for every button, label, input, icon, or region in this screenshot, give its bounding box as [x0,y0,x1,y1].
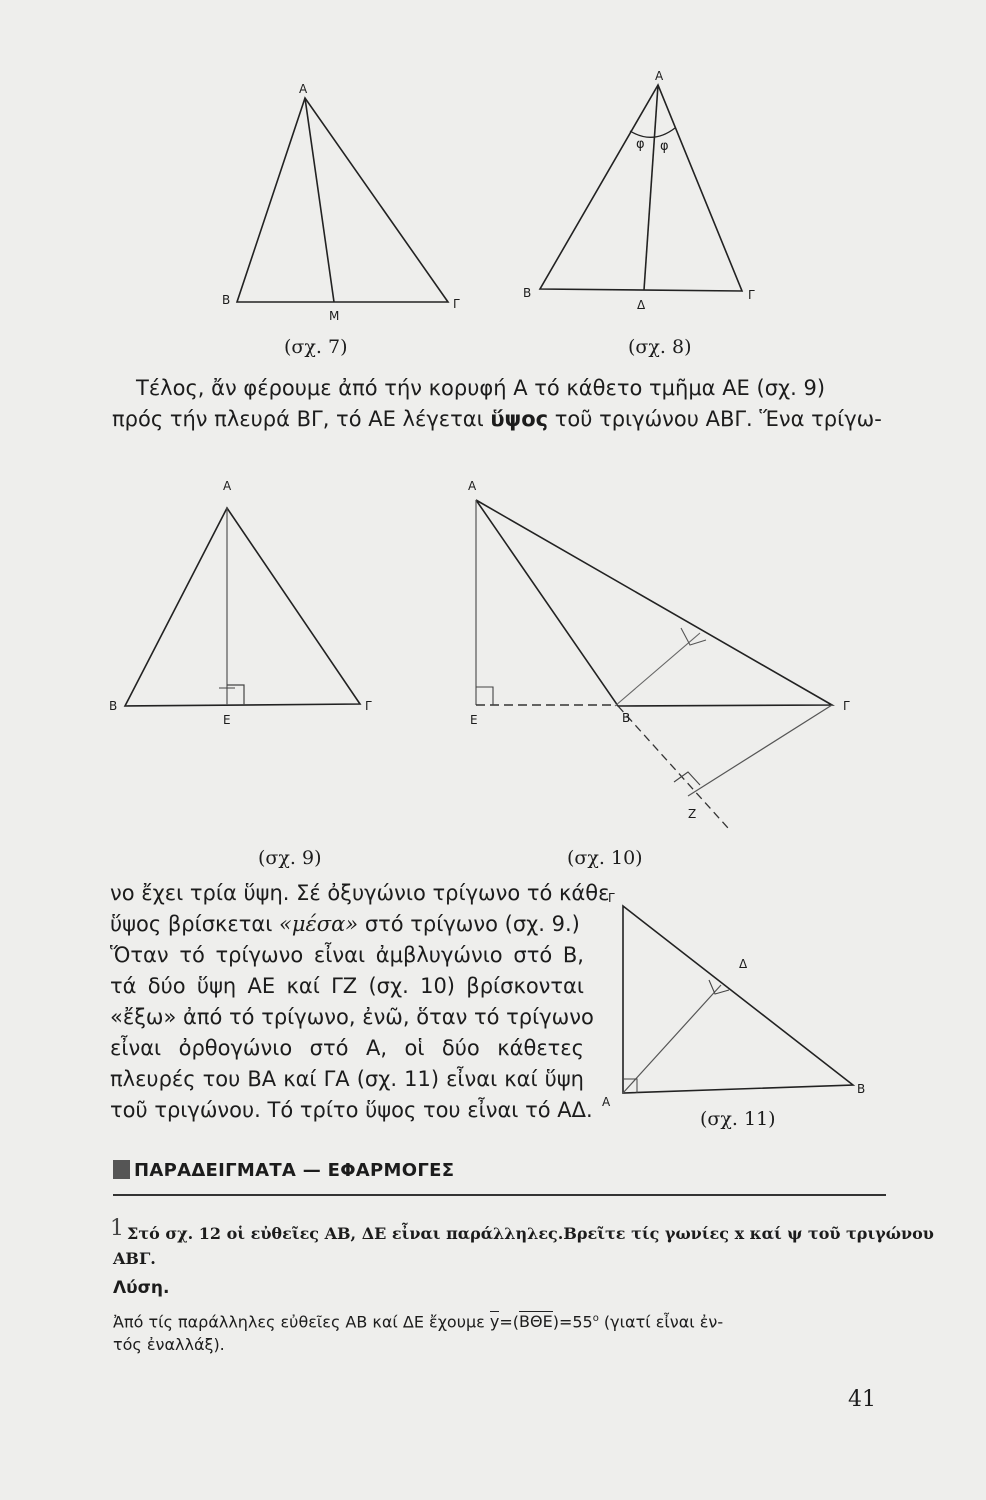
p-line-8: τοῦ τριγώνου. Τό τρίτο ὕψος του εἶναι τό ΑΔ. [110,1098,593,1122]
label-g: Γ [453,297,460,311]
label-b: Β [523,286,532,300]
label-a: Α [468,479,477,493]
figure-11 [595,890,865,1110]
intro-line-1: Τέλος, ἄν φέρουμε ἀπό τήν κορυφή Α τό κάθετο τμῆμα ΑΕ (σχ. 9) [136,376,826,400]
figure-8 [520,65,770,315]
label-b: Β [857,1082,866,1096]
label-b: Β [622,711,631,725]
angle-arc [630,128,675,137]
p-line-6: εἶναι ὀρθογώνιο στό Α, οἱ δύο κάθετες [110,1036,584,1060]
solution-label: Λύση. [113,1278,170,1298]
exercise-text-line-1: Στό σχ. 12 οἱ εὐθεῖες ΑΒ, ΔΕ εἶναι παράλληλες.Βρεῖτε τίς γωνίες x καί ψ τοῦ τριγώνου [127,1224,934,1243]
altitude-ad [623,985,721,1093]
exercise-text-line-2: ΑΒΓ. [113,1249,156,1268]
triangle-abg [125,508,360,706]
label-d: Δ [739,957,748,971]
figure-9-diagram [105,478,385,728]
p-line-2-pre: ὕψος βρίσκεται [110,912,279,936]
figure-7-diagram [222,80,465,323]
caption-fig9: (σχ. 9) [258,847,322,869]
label-a: Α [602,1095,611,1109]
p-line-2-post: στό τρίγωνο (σχ. 9.) [358,912,580,936]
p-line-4: τά δύο ὕψη ΑΕ καί ΓΖ (σχ. 10) βρίσκονται [110,974,584,998]
label-e: Ε [470,713,478,727]
median-am [305,98,334,302]
p-line-5: «ἔξω» ἀπό τό τρίγωνο, ἐνῶ, ὅταν τό τρίγωνο [110,1005,594,1029]
p-line-3: Ὅταν τό τρίγωνο εἶναι ἀμβλυγώνιο στό Β, [110,943,584,967]
intro-line-2-pre: πρός τήν πλευρά ΒΓ, τό ΑΕ λέγεται [112,407,491,431]
main-paragraph [110,878,610,1126]
intro-line-2-post: τοῦ τριγώνου ΑΒΓ. Ἕνα τρίγω- [548,407,882,431]
label-g: Γ [365,699,372,713]
right-angle-mark-e [476,687,493,705]
solution-eq-1: =( [499,1312,520,1332]
solution-line-2: τός ἐναλλάξ). [113,1335,225,1354]
p-line-2 [110,909,584,940]
section-divider [113,1194,886,1196]
figure-9 [105,478,385,728]
figure-7 [222,80,465,323]
caption-fig7: (σχ. 7) [284,336,348,358]
solution-line-1-post: (γιατί εἶναι ἐν- [598,1312,724,1332]
intro-line-2 [112,404,892,435]
triangle-abg [237,98,448,302]
label-z: Ζ [688,807,697,821]
label-a: Α [223,479,232,493]
intro-paragraph [112,373,892,435]
label-a: Α [655,69,664,83]
label-g: Γ [608,891,615,905]
degree-mark: ο [592,1313,599,1324]
label-b: Β [109,699,118,713]
triangle-abg [540,85,742,291]
section-marker [113,1160,130,1179]
figure-11-diagram [595,890,865,1110]
page-number: 41 [848,1387,876,1412]
bisector-ad [644,85,658,290]
figure-10 [460,478,860,838]
solution-eq-2: )=55 [552,1312,593,1332]
extension-az [618,706,728,828]
section-heading: ΠΑΡΑΔΕΙΓΜΑΤΑ — ΕΦΑΡΜΟΓΕΣ [134,1160,455,1181]
triangle-abg [476,500,832,706]
angle-bthe: ΒΘΕ [519,1312,553,1332]
label-e: Ε [223,713,231,727]
label-a: Α [299,82,308,96]
caption-fig10: (σχ. 10) [567,847,643,869]
right-angle-mark-z [674,772,700,785]
exercise-number: 1 [110,1216,124,1241]
figure-10-diagram [460,478,860,838]
solution-line-1-pre: Ἀπό τίς παράλληλες εὐθεῖες ΑΒ καί ΔΕ ἔχουμε [113,1312,490,1332]
label-b: Β [222,293,231,307]
figure-8-diagram [520,65,770,315]
solution-line-1 [113,1306,723,1335]
label-phi-left: φ [636,137,645,152]
altitude-gz [688,705,832,796]
angle-y: y [489,1312,500,1332]
label-d: Δ [637,298,646,312]
altitude-b-inner [615,633,700,706]
p-line-1: νο ἔχει τρία ὕψη. Σέ ὀξυγώνιο τρίγωνο τό κάθε [110,881,610,905]
label-m: Μ [329,309,340,323]
label-phi-right: φ [660,139,669,154]
caption-fig8: (σχ. 8) [628,336,692,358]
term-ypsos: ὕψος [490,407,549,431]
label-g: Γ [748,288,755,302]
triangle-abg [623,906,853,1093]
caption-fig11: (σχ. 11) [700,1108,776,1130]
p-line-7: πλευρές του ΒΑ καί ΓΑ (σχ. 11) εἶναι καί ὕψη [110,1067,584,1091]
label-g: Γ [843,699,850,713]
term-mesa: «μέσα» [279,912,359,936]
